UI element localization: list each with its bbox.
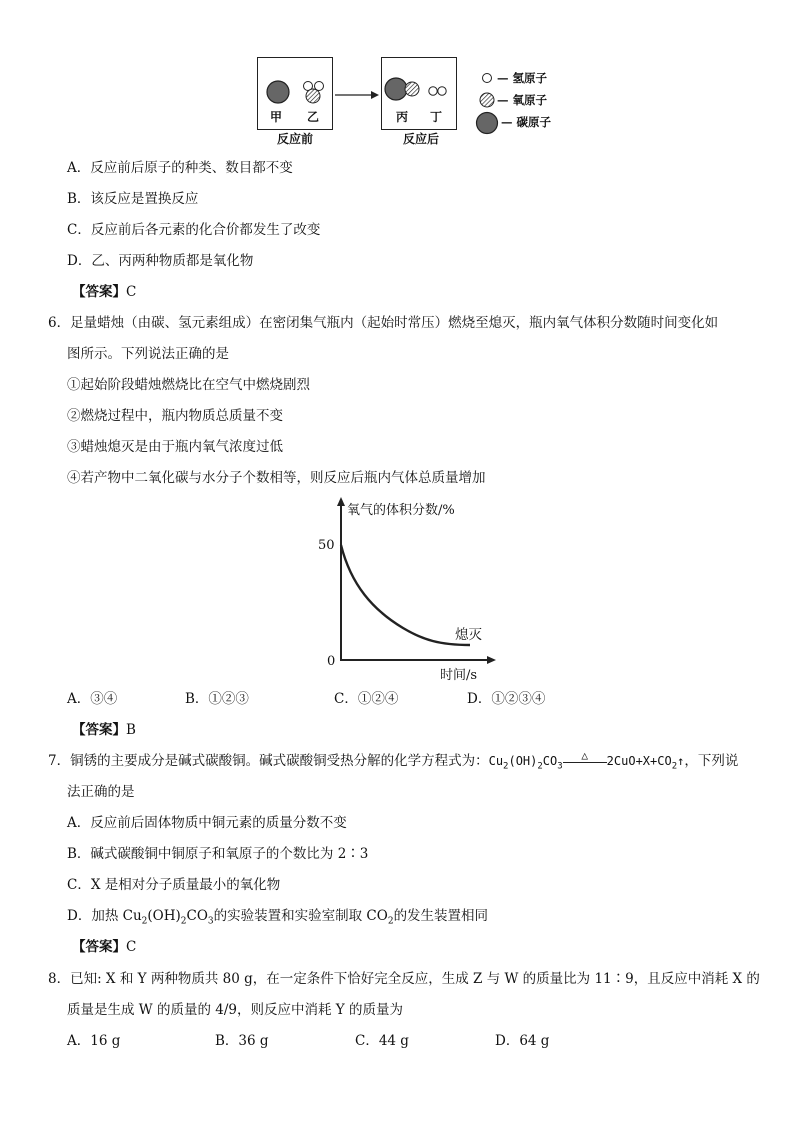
q7-stem-text: 7．铜锈的主要成分是碱式碳酸铜。碱式碳酸铜受热分解的化学方程式为： — [48, 753, 489, 769]
x-axis-arrow — [487, 656, 496, 664]
opt-d-text: 的发生装置相同 — [393, 908, 489, 924]
box2-label-bing: 丙 — [395, 110, 408, 124]
q5-option-c: C．反应前后各元素的化合价都发生了改变 — [67, 222, 321, 238]
box1-label-yi: 乙 — [306, 110, 319, 124]
equation — [488, 749, 685, 772]
q8-stem-line1: 8．已知: X 和 Y 两种物质共 80 g，在一定条件下恰好完全反应，生成 Z 与 W 的质量比为 11∶9，且反应中消耗 X 的 — [48, 971, 760, 987]
legend-oxygen-icon — [478, 91, 496, 109]
carbon-atom — [385, 78, 407, 100]
q7-option-c: C．X 是相对分子质量最小的氧化物 — [67, 877, 281, 893]
q6-statement-2: ②燃烧过程中，瓶内物质总质量不变 — [67, 408, 283, 424]
eq-sub: 2 — [671, 761, 678, 772]
eq-gas-arrow: ↑ — [677, 754, 685, 768]
oxygen-curve — [341, 545, 470, 645]
answer-label: 【答案】 — [72, 939, 126, 955]
q6-statement-4: ④若产物中二氧化碳与水分子个数相等，则反应后瓶内气体总质量增加 — [67, 470, 486, 486]
legend-oxygen-label: — 氧原子 — [497, 93, 548, 107]
eq-rhs: 2CuO+X+CO — [606, 754, 672, 768]
q8-option-b: B．36 g — [215, 1033, 269, 1049]
caption-after: 反应后 — [402, 132, 439, 146]
sub: 2 — [387, 916, 394, 927]
sub: 3 — [207, 916, 214, 927]
eq-cu: Cu — [488, 754, 504, 768]
opt-d-text: (OH) — [147, 908, 181, 924]
hydrogen-atom — [438, 87, 446, 95]
q8-option-c: C．44 g — [355, 1033, 409, 1049]
y-axis-arrow — [337, 497, 345, 506]
q6-option-b: B．①②③ — [185, 691, 249, 707]
q5-answer — [72, 282, 136, 302]
opt-d-text: 的实验装置和实验室制取 CO — [213, 908, 388, 924]
q7-option-d — [67, 906, 488, 932]
answer-label: 【答案】 — [72, 722, 126, 738]
chart-annotation: 熄灭 — [455, 627, 482, 643]
chart-axes — [318, 495, 503, 670]
q5-option-a: A．反应前后原子的种类、数目都不变 — [67, 160, 293, 176]
eq-heat-sign: △ — [563, 750, 607, 763]
sub: 2 — [141, 916, 148, 927]
eq-co: CO — [542, 754, 558, 768]
opt-d-text: D．加热 Cu — [67, 908, 142, 924]
oxygen-atom — [306, 89, 320, 103]
chart-tick-50: 50 — [318, 538, 335, 553]
q6-answer — [72, 720, 136, 740]
carbon-atom — [267, 81, 289, 103]
box2-label-ding: 丁 — [429, 110, 442, 124]
chart-tick-0: 0 — [327, 654, 336, 669]
chart-xlabel: 时间/s — [440, 668, 478, 683]
q7-stem-line1 — [48, 751, 738, 776]
q7-option-a: A．反应前后固体物质中铜元素的质量分数不变 — [67, 815, 347, 831]
q6-stem-line1: 6．足量蜡烛（由碳、氢元素组成）在密闭集气瓶内（起始时常压）燃烧至熄灭，瓶内氧气体积分数随时间变化如 — [48, 315, 719, 331]
q5-option-d: D．乙、丙两种物质都是氧化物 — [67, 253, 254, 269]
hydrogen-atom — [429, 87, 437, 95]
oxygen-atom — [405, 82, 419, 96]
answer-value: C — [126, 284, 137, 300]
caption-before: 反应前 — [276, 132, 313, 146]
answer-value: C — [126, 939, 137, 955]
chart-ylabel: 氧气的体积分数/% — [347, 503, 455, 518]
q8-stem-line2: 质量是生成 W 的质量的 4/9，则反应中消耗 Y 的质量为 — [67, 1002, 403, 1018]
eq-sub: 3 — [557, 761, 563, 772]
eq-sub: 2 — [537, 761, 543, 772]
eq-sub: 2 — [503, 761, 509, 772]
q8-option-a: A．16 g — [67, 1033, 121, 1049]
q7-stem-tail: ，下列说 — [684, 753, 739, 769]
answer-value: B — [126, 722, 136, 738]
q5-option-b: B．该反应是置换反应 — [67, 191, 199, 207]
q6-statement-3: ③蜡烛熄灭是由于瓶内氧气浓度过低 — [67, 439, 283, 455]
q6-option-c: C．①②④ — [334, 691, 399, 707]
box1-label-jia: 甲 — [269, 110, 282, 124]
q7-stem-line2: 法正确的是 — [67, 784, 135, 800]
q7-option-b: B．碱式碳酸铜中铜原子和氧原子的个数比为 2∶3 — [67, 846, 369, 862]
q6-option-a: A．③④ — [67, 691, 118, 707]
q8-option-d: D．64 g — [495, 1033, 550, 1049]
answer-label: 【答案】 — [72, 284, 126, 300]
q6-option-d: D．①②③④ — [467, 691, 546, 707]
eq-oh: (OH) — [508, 754, 538, 768]
legend-carbon-label: — 碳原子 — [501, 115, 552, 129]
q6-statement-1: ①起始阶段蜡烛燃烧比在空气中燃烧剧烈 — [67, 377, 310, 393]
q6-stem-line2: 图所示。下列说法正确的是 — [67, 346, 229, 362]
legend-hydrogen-label: — 氢原子 — [497, 71, 548, 85]
sub: 2 — [180, 916, 187, 927]
q7-answer — [72, 937, 136, 957]
reaction-arrow — [333, 88, 381, 102]
opt-d-text: CO — [186, 908, 208, 924]
legend-hydrogen-icon — [480, 71, 494, 85]
legend-carbon-icon — [475, 111, 499, 135]
